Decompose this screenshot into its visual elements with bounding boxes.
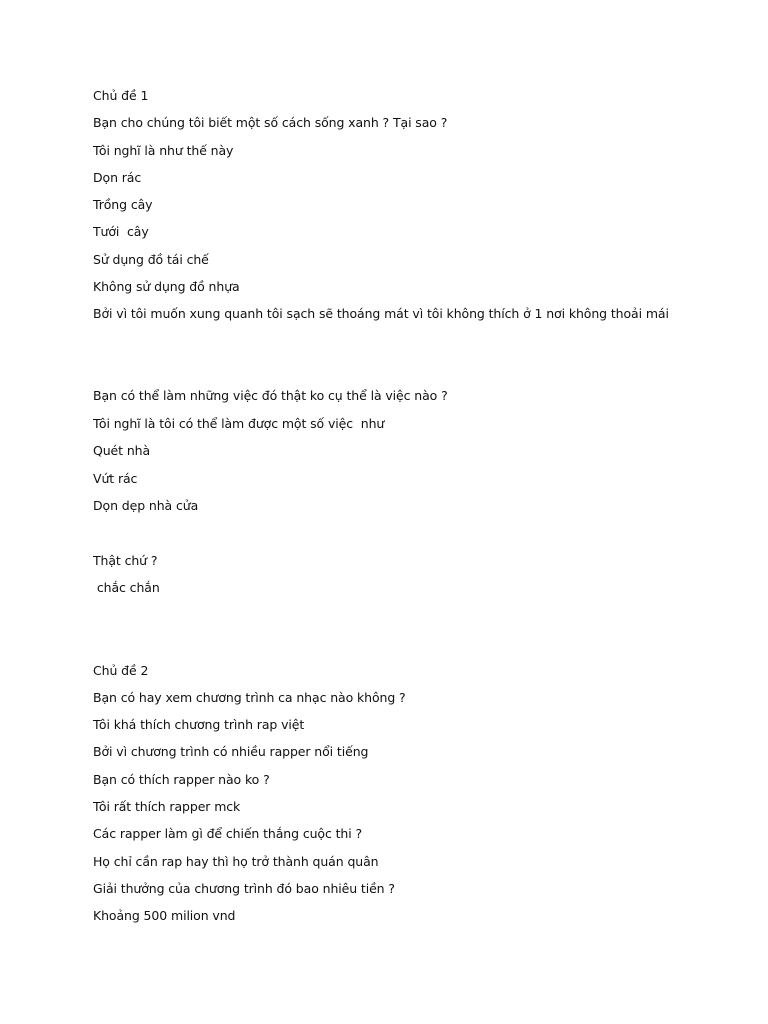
text-line: Bởi vì tôi muốn xung quanh tôi sạch sẽ thoáng mát vì tôi không thích ở 1 nơi không thoải mái — [93, 306, 669, 321]
text-line: Tưới cây — [93, 224, 149, 239]
text-line: Dọn dẹp nhà cửa — [93, 498, 199, 513]
heading-topic-1: Chủ đề 1 — [93, 88, 149, 103]
text-line: Không sử dụng đồ nhựa — [93, 279, 240, 294]
question-line: Bạn có thích rapper nào ko ? — [93, 772, 270, 787]
text-line: Dọn rác — [93, 170, 142, 185]
text-line: Vứt rác — [93, 471, 138, 486]
question-line: Các rapper làm gì để chiến thắng cuộc thi ? — [93, 826, 363, 841]
text-line: Tôi nghĩ là như thế này — [93, 143, 234, 158]
text-line: Khoảng 500 milion vnd — [93, 908, 236, 923]
question-line: Bạn có thể làm những việc đó thật ko cụ thể là việc nào ? — [93, 388, 448, 403]
text-line: Sử dụng đồ tái chế — [93, 252, 209, 267]
question-line: Bạn có hay xem chương trình ca nhạc nào không ? — [93, 690, 406, 705]
text-line: Quét nhà — [93, 443, 151, 458]
text-line: chắc chắn — [93, 580, 160, 595]
text-line: Bởi vì chương trình có nhiều rapper nổi tiếng — [93, 744, 369, 759]
heading-topic-2: Chủ đề 2 — [93, 663, 149, 678]
question-line: Giải thưởng của chương trình đó bao nhiêu tiền ? — [93, 881, 395, 896]
question-green-living: Bạn cho chúng tôi biết một số cách sống xanh ? Tại sao ? — [93, 115, 448, 130]
question-line: Thật chứ ? — [93, 553, 158, 568]
text-line: Họ chỉ cần rap hay thì họ trở thành quán quân — [93, 854, 379, 869]
text-line: Tôi khá thích chương trình rap việt — [93, 717, 305, 732]
text-line: Tôi rất thích rapper mck — [93, 799, 241, 814]
text-line: Tôi nghĩ là tôi có thể làm được một số việc như — [93, 416, 385, 431]
text-line: Trồng cây — [93, 197, 153, 212]
